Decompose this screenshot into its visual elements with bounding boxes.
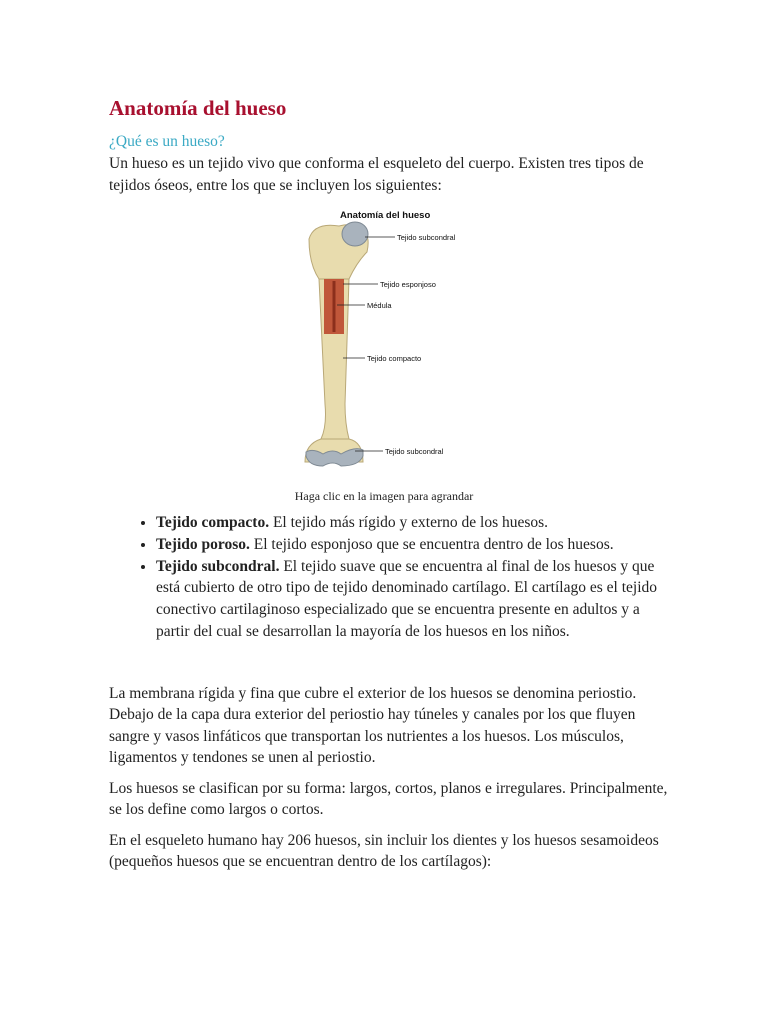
article	[109, 94, 669, 873]
list-item-text: El tejido esponjoso que se encuentra dentro de los huesos.	[249, 535, 614, 553]
list-item	[156, 512, 669, 534]
figure-title: Anatomía del hueso	[340, 210, 431, 221]
paragraph-classification: Los huesos se clasifican por su forma: largos, cortos, planos e irregulares. Principalmente, se los define como largos o cortos.	[109, 779, 668, 819]
distal-cartilage	[306, 449, 363, 466]
list-item	[156, 556, 669, 643]
list-item-term: Tejido subcondral.	[156, 557, 280, 575]
label-subchondral-bottom: Tejido subcondral	[385, 447, 444, 456]
section-subheading: ¿Qué es un hueso?	[109, 133, 225, 150]
proximal-cartilage	[342, 222, 368, 246]
list-item-term: Tejido compacto.	[156, 514, 270, 531]
figure-caption: Haga clic en la imagen para agrandar	[294, 489, 474, 503]
paragraph-periosteum: La membrana rígida y fina que cubre el exterior de los huesos se denomina periostio. Debajo de la capa dura exterior del periostio hay túneles y canales por los que fluyen sangre y vasos linfáticos que transportan los nutrientes a los huesos. Los músculos, ligamentos y tendones se unen al periostio.	[109, 684, 637, 767]
intro-paragraph: Un hueso es un tejido vivo que conforma el esqueleto del cuerpo. Existen tres tipos de tejidos óseos, entre los que se incluyen los siguientes:	[109, 155, 644, 194]
list-item-text: El tejido más rígido y externo de los huesos.	[269, 514, 549, 531]
bone-illustration[interactable]	[109, 204, 669, 489]
label-spongy-tissue: Tejido esponjoso	[380, 280, 436, 289]
page-title: Anatomía del hueso	[109, 96, 287, 120]
body-paragraphs	[109, 683, 669, 873]
list-item-text: El tejido suave que se encuentra al final de los huesos y que está cubierto de otro tipo de tejido denominado cartílago. El cartílago es el tejido conectivo cartilaginoso especializado que se encuentra presente en adultos y a partir del cual se desarrollan la mayoría de los huesos en los niños.	[156, 557, 658, 640]
label-subchondral-top: Tejido subcondral	[397, 233, 456, 242]
tissue-list	[109, 512, 669, 643]
bone-anatomy-figure[interactable]	[109, 204, 669, 504]
paragraph-bone-count: En el esqueleto humano hay 206 huesos, sin incluir los dientes y los huesos sesamoideos (pequeños huesos que se encuentran dentro de los cartílagos):	[109, 831, 659, 871]
list-item-term: Tejido poroso.	[156, 535, 250, 553]
list-item	[156, 534, 669, 556]
label-compact-tissue: Tejido compacto	[367, 354, 422, 363]
label-marrow: Médula	[367, 301, 392, 310]
